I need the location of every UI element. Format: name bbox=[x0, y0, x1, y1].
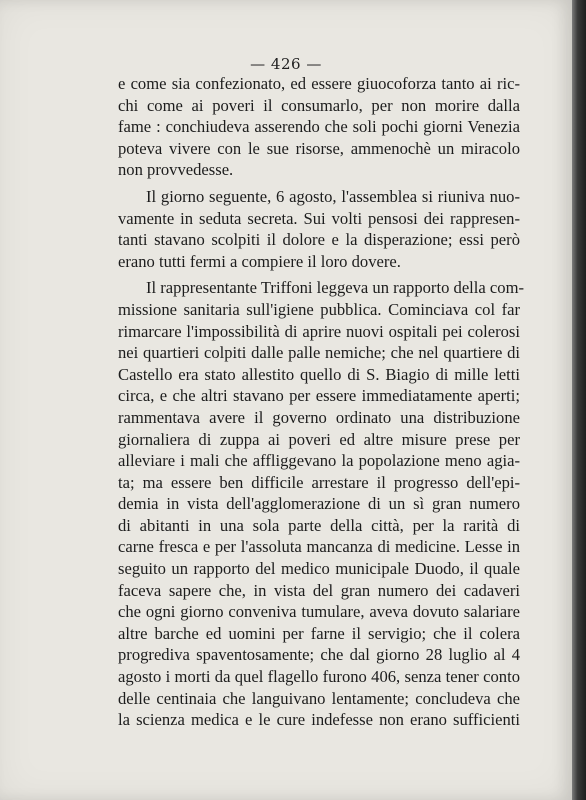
text-line: delle centinaia che languivano lentamente; concludeva che bbox=[118, 688, 520, 708]
text-line: tanti stavano scolpiti il dolore e la disperazione; essi però bbox=[118, 230, 520, 250]
text-line: progrediva spaventosamente; che dal giorno 28 luglio al 4 bbox=[118, 645, 520, 665]
text-line: fame : conchiudeva asserendo che soli pochi giorni Venezia bbox=[118, 117, 520, 137]
text-line: non provvedesse. bbox=[118, 160, 234, 180]
text-line: vamente in seduta secreta. Sui volti pensosi dei rappresen- bbox=[118, 208, 520, 228]
text-line: erano tutti fermi a compiere il loro dovere. bbox=[118, 251, 401, 271]
text-line: di abitanti in una sola parte della città, per la rarità di bbox=[118, 515, 520, 535]
text-line: nei quartieri colpiti dalle palle nemiche; che nel quartiere di bbox=[118, 343, 520, 363]
text-line: altre barche ed uomini per farne il servigio; che il colera bbox=[118, 623, 520, 643]
text-line: faceva sapere che, in vista del gran numero dei cadaveri bbox=[118, 580, 520, 600]
text-line: Il rappresentante Triffoni leggeva un rapporto della com- bbox=[146, 278, 525, 298]
text-line: e come sia confezionato, ed essere giuocoforza tanto ai ric- bbox=[118, 74, 520, 93]
text-line: chi come ai poveri il consumarlo, per non morire dalla bbox=[118, 95, 520, 115]
text-line: demia in vista dell'agglomerazione di un sì gran numero bbox=[118, 494, 520, 514]
text-line: alleviare i mali che affliggevano la popolazione meno agia- bbox=[118, 451, 520, 471]
page-edge-shadow bbox=[572, 0, 586, 800]
text-line: missione sanitaria sull'igiene pubblica. Cominciava col far bbox=[118, 299, 520, 319]
text-line: rammentava avere il governo ordinato una distribuzione bbox=[118, 407, 520, 427]
text-line: la scienza medica e le cure indefesse non erano sufficienti bbox=[118, 710, 520, 730]
paragraph bbox=[118, 277, 525, 730]
paragraph bbox=[118, 186, 520, 272]
text-line: ta; ma essere ben difficile arrestare il progresso dell'epi- bbox=[118, 472, 520, 492]
text-line: che ogni giorno conveniva tumulare, aveva dovuto salariare bbox=[118, 602, 520, 622]
text-line: Castello era stato allestito quello di S. Biagio di mille letti bbox=[118, 364, 520, 384]
text-line: circa, e che altri stavano per essere immediatamente aperti; bbox=[118, 386, 520, 406]
body-text bbox=[118, 73, 525, 731]
paragraph bbox=[118, 73, 520, 181]
text-line: rimarcare l'impossibilità di aprire nuovi ospitali pei colerosi bbox=[118, 321, 520, 341]
page-number: — 426 — bbox=[250, 55, 322, 73]
text-line: seguito un rapporto del medico municipale Duodo, il quale bbox=[118, 559, 520, 579]
text-line: Il giorno seguente, 6 agosto, l'assemblea si riuniva nuo- bbox=[146, 186, 520, 206]
text-line: carne fresca e per l'assoluta mancanza di medicine. Lesse in bbox=[118, 537, 520, 557]
text-line: poteva vivere con le sue risorse, ammenochè un miracolo bbox=[118, 138, 520, 158]
text-line: giornaliera di zuppa ai poveri ed altre misure prese per bbox=[118, 429, 520, 449]
text-line: agosto i morti da quel flagello furono 406, senza tener conto bbox=[118, 667, 520, 687]
